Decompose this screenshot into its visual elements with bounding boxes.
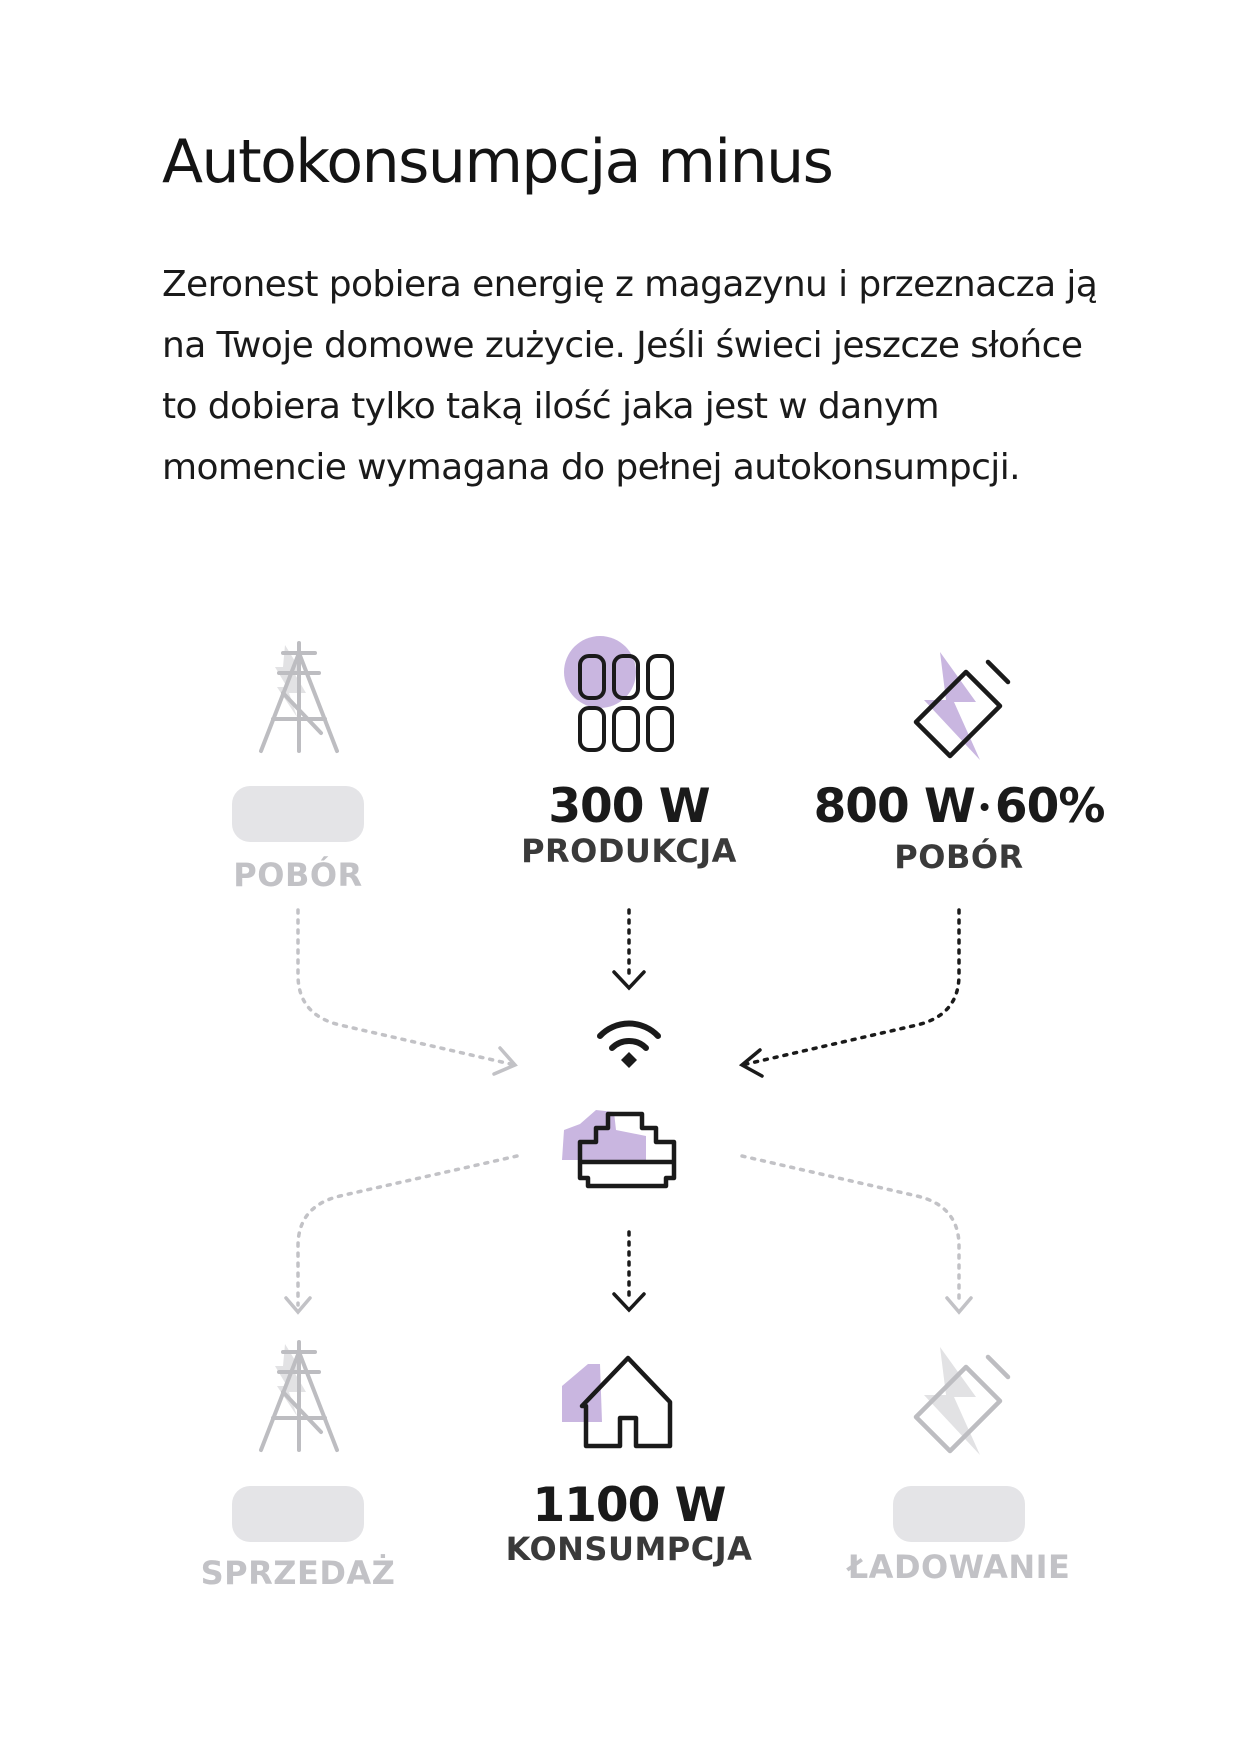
battery-charging-icon — [916, 652, 1008, 760]
grid-in-value-placeholder — [232, 786, 364, 842]
battery-out-power: 800 W — [813, 779, 975, 834]
flow-battery-to-hub — [742, 910, 959, 1076]
flow-solar-to-hub — [614, 910, 644, 988]
wifi-icon — [600, 1024, 658, 1068]
separator-dot — [981, 803, 989, 811]
battery-in-label: ŁADOWANIE — [847, 1548, 1071, 1586]
power-pylon-icon — [261, 643, 337, 751]
flow-hub-to-grid — [286, 1156, 517, 1312]
solar-value: 300 W — [548, 779, 710, 834]
flow-hub-to-house — [614, 1232, 644, 1310]
power-pylon-icon — [261, 1342, 337, 1450]
grid-out-label: SPRZEDAŻ — [200, 1554, 396, 1592]
grid-in-label: POBÓR — [233, 856, 363, 894]
grid-out-value-placeholder — [232, 1486, 364, 1542]
page-title: Autokonsumpcja minus — [162, 127, 833, 197]
solar-label: PRODUKCJA — [521, 832, 737, 870]
flow-hub-to-battery — [742, 1156, 971, 1312]
battery-charging-icon — [916, 1347, 1008, 1455]
flow-grid-to-hub — [298, 910, 515, 1074]
zeronest-device-icon — [562, 1110, 674, 1186]
battery-in-value-placeholder — [893, 1486, 1025, 1542]
house-icon — [562, 1358, 670, 1446]
solar-panel-icon — [564, 636, 672, 750]
battery-out-value — [814, 780, 1105, 834]
battery-out-percent: 60% — [994, 779, 1105, 834]
description: Zeronest pobiera energię z magazynu i przeznacza ją na Twoje domowe zużycie. Jeśli świeci jeszcze słońce to dobiera tylko taką ilość jaka jest w danym momencie wymagana do pełnej autokonsumpcji. — [162, 264, 1098, 488]
house-label: KONSUMPCJA — [505, 1530, 753, 1568]
battery-out-label: POBÓR — [894, 838, 1024, 876]
house-value: 1100 W — [532, 1478, 726, 1533]
